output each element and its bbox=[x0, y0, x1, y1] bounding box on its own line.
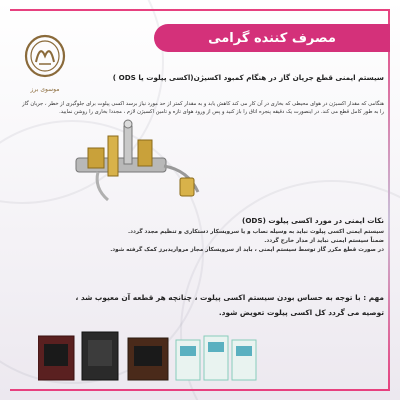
page-frame-right bbox=[388, 9, 390, 391]
safety-tip: ضمناً سیستم ایمنی نباید از مدار خارج گردد. bbox=[264, 238, 384, 244]
safety-tips-heading: نکات ایمنی در مورد اکسی پیلوت (ODS) bbox=[242, 216, 384, 225]
product-photos bbox=[38, 328, 258, 384]
heater-product-image bbox=[82, 332, 118, 380]
important-note bbox=[14, 290, 384, 320]
safety-tip: در صورت قطع مکرر گاز توسط سیستم ایمنی ، باید از سرویسکار مجاز مرواریدبرز کمک گرفته شود. bbox=[110, 247, 384, 253]
safety-tips-list bbox=[64, 228, 384, 255]
ods-pilot-device-image bbox=[68, 118, 218, 210]
ods-heading: سیستم ایمنی قطع جریان گاز در هنگام کمبود اکسیژن(اکسی پیلوت یا ODS ) bbox=[112, 73, 384, 82]
heater-product-image bbox=[38, 336, 74, 380]
note-line: توصیه می گردد کل اکسی پیلوت تعویض شود. bbox=[218, 308, 384, 317]
banner-title: مصرف کننده گرامی bbox=[208, 30, 336, 46]
title-banner bbox=[154, 24, 390, 52]
safety-tip: سیستم ایمنی اکسی پیلوت نباید به وسیله نصاب و یا سرویسکار دستکاری و تنظیم مجدد گردد. bbox=[128, 229, 384, 235]
ods-description: هنگامی که مقدار اکسیژن در هوای محیطی که بخاری در آن کار می کند کاهش یابد و به مقدار کمتر از حد مورد نیاز برسد اکسی پیلوت برای جلوگیری از خطر ، جریان گاز را به طور کامل قطع می کند. در اینصورت یک دقیقه پنجره اتاق را باز کنید و پس از ورود هوای تازه و تامین اکسیژن لازم ، مجددا بخاری را روشن نمایید. bbox=[22, 101, 384, 115]
brand-logo bbox=[22, 34, 68, 86]
brand-name: موسوی برز bbox=[30, 86, 60, 93]
heater-box-image bbox=[176, 340, 200, 380]
heater-box-image bbox=[204, 336, 228, 380]
heater-product-image bbox=[128, 338, 168, 380]
heater-box-image bbox=[232, 340, 256, 380]
note-line: مهم : با توجه به حساس بودن سیستم اکسی پیلوت ، چنانچه هر قطعه آن معیوب شد ، bbox=[75, 293, 384, 302]
